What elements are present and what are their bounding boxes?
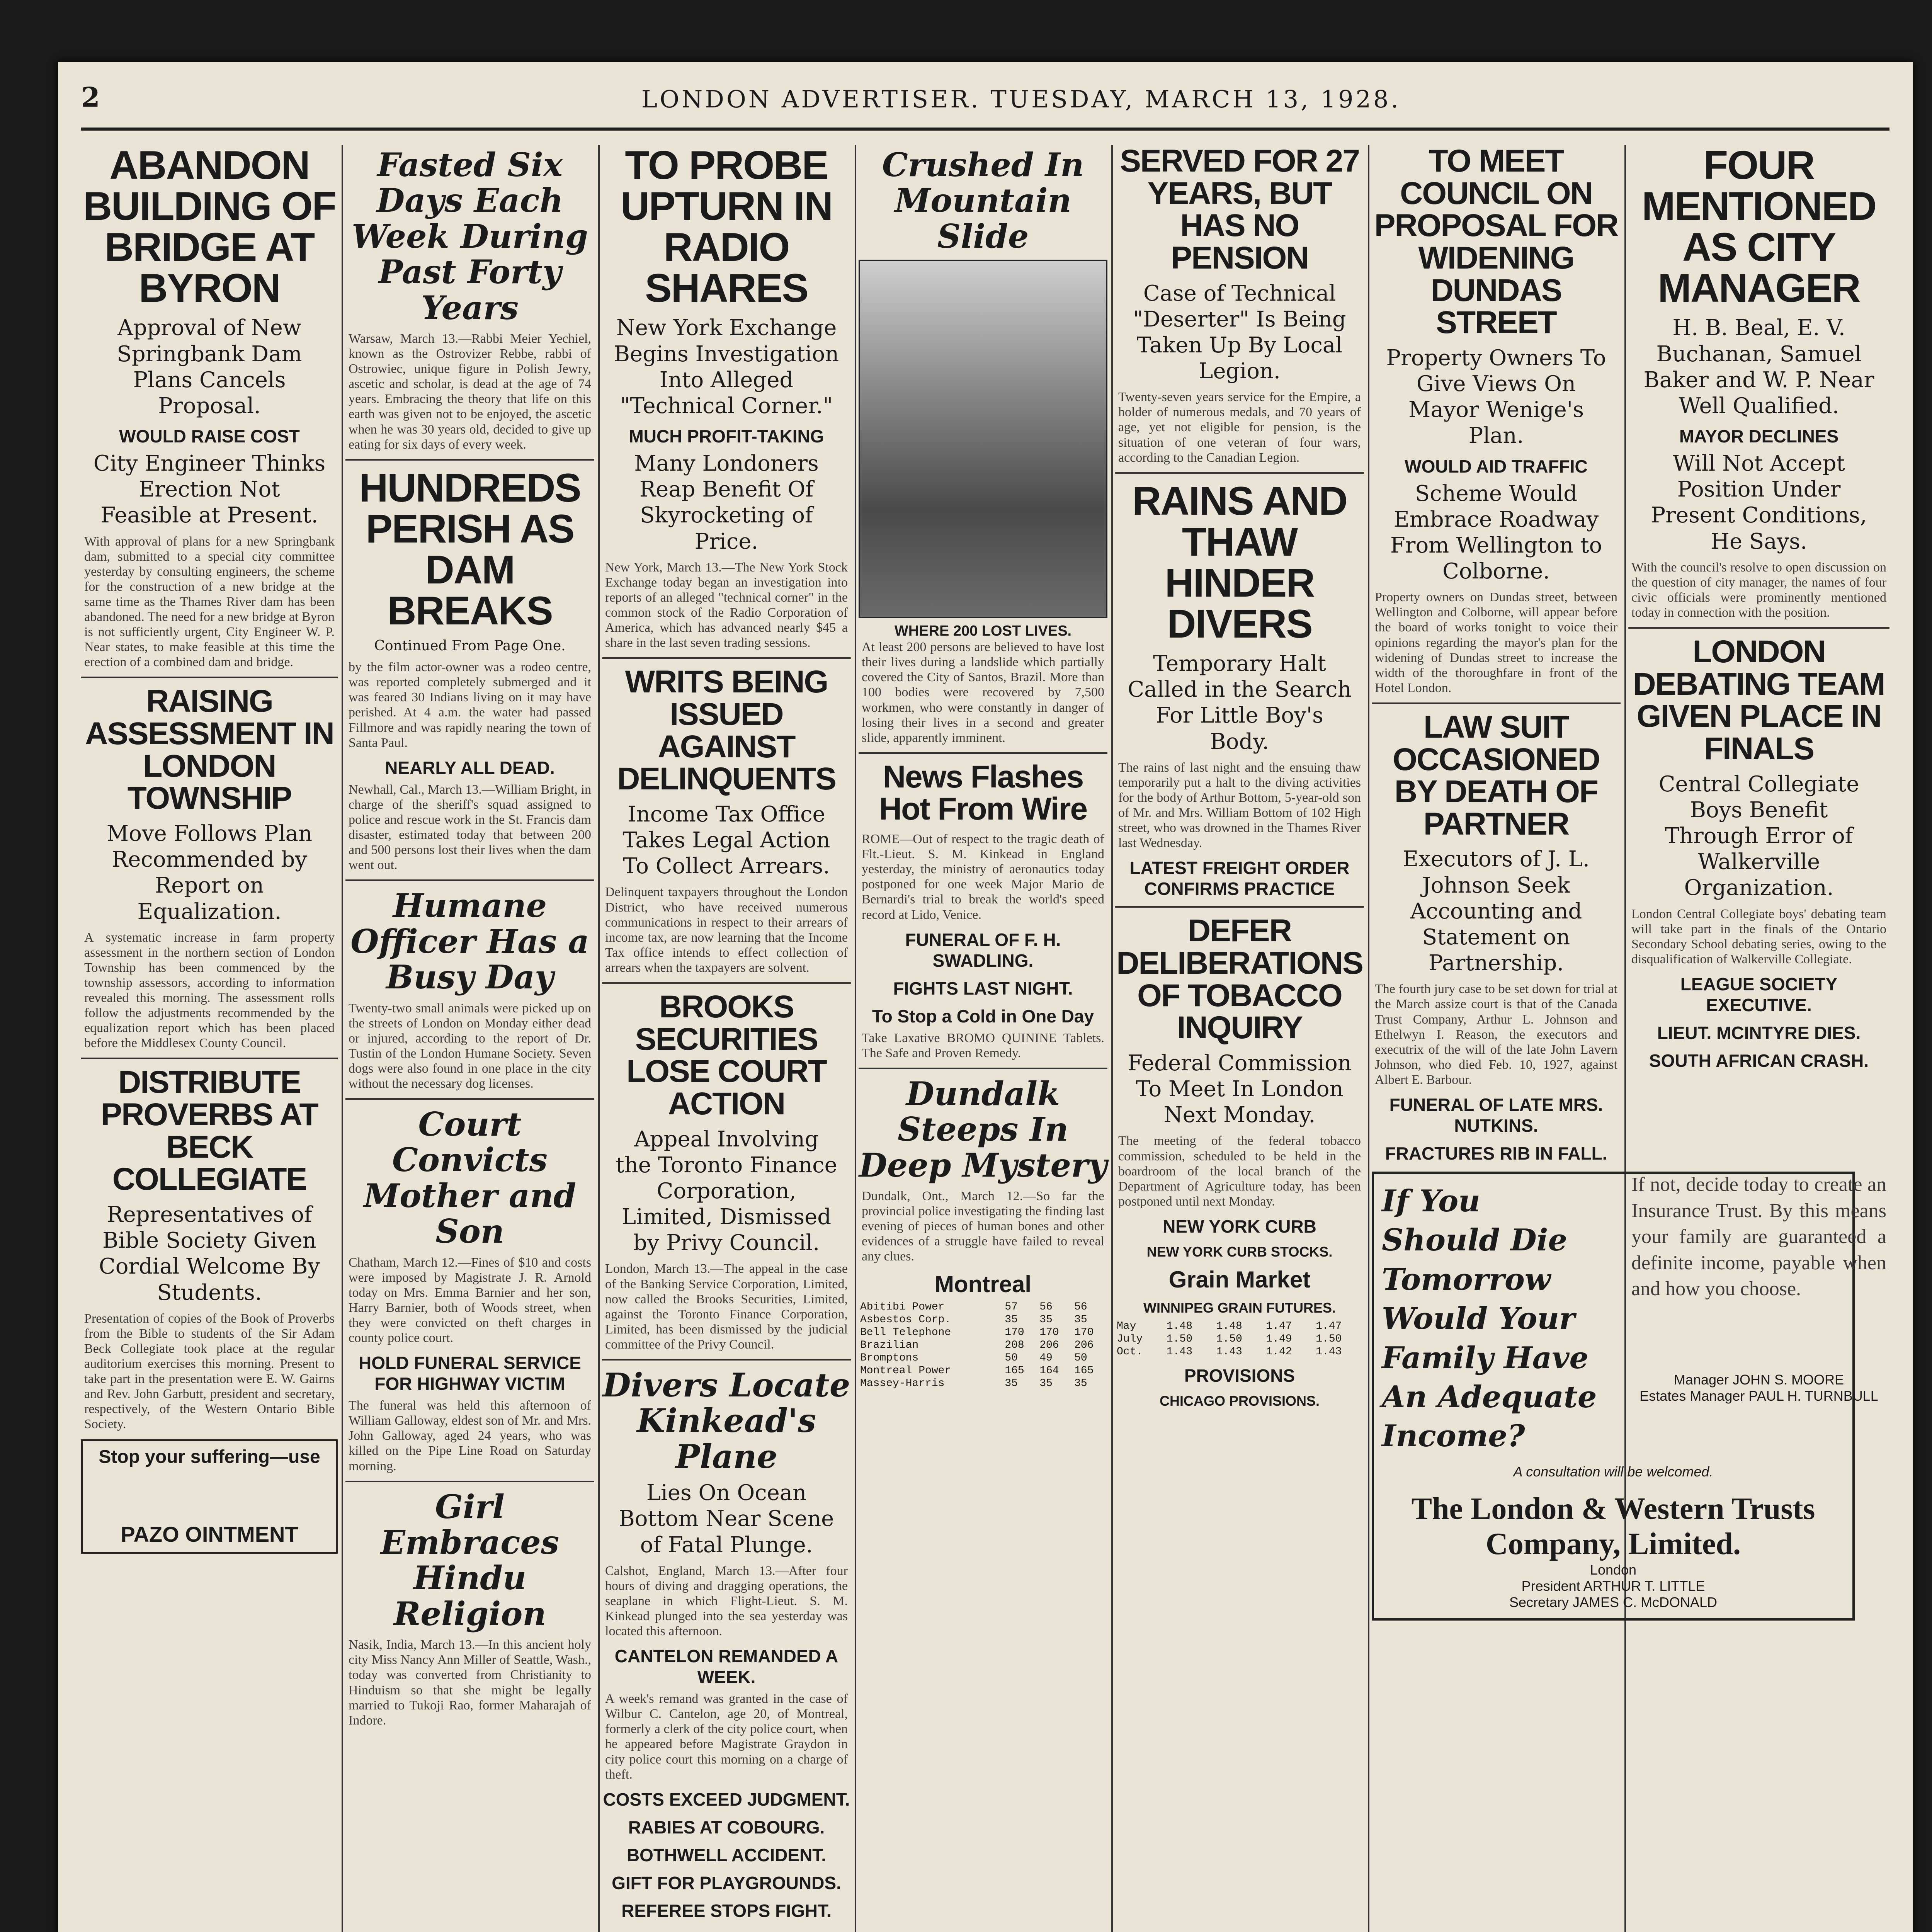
article-body: The funeral was held this afternoon of William Galloway, eldest son of Mr. and Mrs. John Galloway, aged 24 years, who was killed on the Pipe Line Road on Saturday morning. bbox=[349, 1398, 591, 1473]
article-body: Calshot, England, March 13.—After four hours of diving and dragging operations, the seaplane in which Flight-Lieut. S. M. Kinkead plunged into the sea yesterday was located this afternoon. bbox=[605, 1563, 848, 1639]
column-3 bbox=[602, 145, 851, 1932]
subhead: NEARLY ALL DEAD. bbox=[385, 757, 555, 778]
ad-headline: If You Should Die Tomorrow Would Your Family Have An Adequate Income? bbox=[1382, 1184, 1597, 1454]
headline-bridge-byron: ABANDON BUILDING OF BRIDGE AT BYRON bbox=[83, 143, 336, 311]
stock-row bbox=[859, 1364, 1107, 1377]
headline-london-township: RAISING ASSESSMENT IN LONDON TOWNSHIP bbox=[85, 684, 334, 816]
subhead: LIEUT. MCINTYRE DIES. bbox=[1657, 1023, 1861, 1043]
headline-tobacco-inquiry: DEFER DELIBERATIONS OF TOBACCO INQUIRY bbox=[1116, 913, 1363, 1046]
subhead: LEAGUE SOCIETY EXECUTIVE. bbox=[1680, 974, 1838, 1015]
divider bbox=[859, 1068, 1107, 1069]
divider bbox=[345, 879, 594, 881]
article-body: The fourth jury case to be set down for trial at the March assize court is that of the Canada Trust Company, Arthur L. Johnson and Ethelwyn I. Reason, the executors and executrix of the will of the late John Lavern Johnson, who died Feb. 10, 1927, against Albert E. Barbour. bbox=[1375, 982, 1617, 1087]
subhead: FRACTURES RIB IN FALL. bbox=[1385, 1143, 1607, 1163]
article-body: Take Laxative BROMO QUININE Tablets. The Safe and Proven Remedy. bbox=[862, 1031, 1104, 1060]
table-cell: 1.42 bbox=[1266, 1345, 1292, 1358]
subhead: BOTHWELL ACCIDENT. bbox=[626, 1845, 827, 1865]
deck: City Engineer Thinks Erection Not Feasible at Present. bbox=[93, 451, 326, 528]
headline-rains-thaw: RAINS AND THAW HINDER DIVERS bbox=[1132, 478, 1347, 646]
grain-row bbox=[1115, 1320, 1364, 1333]
table-cell: 170 bbox=[1039, 1327, 1059, 1339]
grain-row bbox=[1115, 1345, 1364, 1358]
deck: Many Londoners Reap Benefit Of Skyrocketing of Price. bbox=[634, 451, 819, 554]
divider bbox=[345, 1098, 594, 1100]
column-4 bbox=[859, 145, 1107, 1932]
article-body: A systematic increase in farm property assessment in the northern section of London Township has been commenced by the township assessors, according to information revealed this morning. The assessment rolls follow the adjustments recommended by the equalization report which has been placed before the Middlesex County Council. bbox=[84, 930, 335, 1051]
table-cell: 35 bbox=[1005, 1378, 1018, 1390]
deck: Scheme Would Embrace Roadway From Wellington to Colborne. bbox=[1390, 481, 1602, 584]
article-body: The meeting of the federal tobacco commission, scheduled to be held in the boardroom of the local branch of the Department of Agriculture today, has been postponed until next Monday. bbox=[1118, 1134, 1361, 1209]
subhead: COSTS EXCEED JUDGMENT. bbox=[603, 1789, 850, 1810]
article-body: At least 200 persons are believed to have lost their lives during a landslide which partially covered the City of Santos, Brazil. More than 100 bodies were recovered by 7,500 workmen, who were constantly in danger of losing their lives in a second and greater slide, apparently imminent. bbox=[862, 640, 1104, 745]
column-1 bbox=[81, 145, 338, 1932]
divider bbox=[602, 657, 851, 659]
subhead: WOULD AID TRAFFIC bbox=[1405, 456, 1588, 476]
ad-company: The London & Western Trusts Company, Limited. bbox=[1411, 1492, 1815, 1561]
provisions-title: PROVISIONS bbox=[1184, 1365, 1295, 1386]
table-cell: 49 bbox=[1039, 1352, 1053, 1364]
provisions-subtitle: CHICAGO PROVISIONS. bbox=[1159, 1393, 1320, 1409]
deck: Executors of J. L. Johnson Seek Accounting and Statement on Partnership. bbox=[1403, 847, 1590, 976]
table-cell: 206 bbox=[1074, 1339, 1094, 1352]
page-number: 2 bbox=[81, 81, 100, 113]
divider bbox=[81, 677, 338, 678]
table-cell: 1.43 bbox=[1316, 1345, 1342, 1358]
divider bbox=[602, 982, 851, 984]
landslide-photo bbox=[859, 260, 1107, 618]
masthead-title: LONDON ADVERTISER. TUESDAY, MARCH 13, 1928. bbox=[641, 85, 1401, 113]
table-cell: 165 bbox=[1005, 1365, 1024, 1377]
column-7 bbox=[1628, 145, 1889, 1932]
divider bbox=[345, 459, 594, 461]
column-2 bbox=[345, 145, 594, 1932]
table-cell: 35 bbox=[1039, 1378, 1053, 1390]
deck: Property Owners To Give Views On Mayor Wenige's Plan. bbox=[1386, 345, 1606, 449]
stock-row bbox=[859, 1352, 1107, 1364]
grain-row bbox=[1115, 1333, 1364, 1345]
divider bbox=[602, 1359, 851, 1361]
table-cell: 1.50 bbox=[1316, 1333, 1342, 1345]
table-cell: 35 bbox=[1005, 1314, 1018, 1326]
article-body: Chatham, March 12.—Fines of $10 and costs were imposed by Magistrate J. R. Arnold today on Mrs. Emma Barnier and her son, Harry Barnier, both of Woods street, when they were convicted on theft charges in county police court. bbox=[349, 1255, 591, 1345]
article-body: by the film actor-owner was a rodeo centre, was reported completely submerged and it was feared 30 Indians living on it may have perished. At 4 a.m. the water had passed Fillmore and was rapidly nearing the town of Santa Paul. bbox=[349, 660, 591, 750]
pazo-ointment-ad bbox=[81, 1439, 338, 1554]
headline-writs: WRITS BEING ISSUED AGAINST DELINQUENTS bbox=[617, 664, 836, 797]
table-cell: July bbox=[1117, 1333, 1143, 1345]
article-body: Warsaw, March 13.—Rabbi Meier Yechiel, known as the Ostrovizer Rebbe, rabbi of Ostrowiec, unique figure in Polish Jewry, ascetic and scholar, is dead at the age of 74 years. Embracing the theory that life on this earth was given not to be enjoyed, the ascetic when he was 30 years old, decided to give up eating for six days of every week. bbox=[349, 331, 591, 452]
article-body: Twenty-two small animals were picked up on the streets of London on Monday either dead or injured, according to the report of Dr. Tustin of the London Humane Society. Seven dogs were also found in one place in the city without the necessary dog licenses. bbox=[349, 1001, 591, 1091]
grain-table bbox=[1115, 1320, 1364, 1358]
table-cell: 50 bbox=[1005, 1352, 1018, 1364]
deck: H. B. Beal, E. V. Buchanan, Samuel Baker and W. P. Near Well Qualified. bbox=[1643, 315, 1874, 418]
deck: Representatives of Bible Society Given Cordial Welcome By Students. bbox=[99, 1202, 320, 1305]
grain-market-title: Grain Market bbox=[1168, 1266, 1311, 1293]
grain-subtitle: WINNIPEG GRAIN FUTURES. bbox=[1143, 1299, 1336, 1316]
table-cell: Massey-Harris bbox=[860, 1378, 945, 1390]
deck: Lies On Ocean Bottom Near Scene of Fatal Plunge. bbox=[619, 1480, 834, 1558]
divider bbox=[1372, 702, 1621, 704]
divider bbox=[81, 1058, 338, 1059]
headline-beck-collegiate: DISTRIBUTE PROVERBS AT BECK COLLEGIATE bbox=[101, 1065, 318, 1197]
divider bbox=[859, 752, 1107, 754]
column-rule bbox=[1368, 145, 1369, 1932]
table-cell: 1.48 bbox=[1216, 1320, 1242, 1332]
headline-divers-locate: Divers Locate Kinkead's Plane bbox=[602, 1366, 850, 1476]
subhead: REFEREE STOPS FIGHT. bbox=[621, 1900, 832, 1921]
table-cell: 1.48 bbox=[1166, 1320, 1193, 1332]
headline-no-pension: SERVED FOR 27 YEARS, BUT HAS NO PENSION bbox=[1120, 143, 1359, 276]
table-cell: 56 bbox=[1074, 1301, 1087, 1313]
subhead-freight: LATEST FREIGHT ORDER CONFIRMS PRACTICE bbox=[1129, 858, 1350, 899]
column-rule bbox=[1624, 145, 1626, 1932]
article-body: London, March 13.—The appeal in the case of the Banking Service Corporation, Limited, now called the Brooks Securities, Limited, against the Toronto Finance Corporation, Limited, has been dismissed by the judicial committee of the Privy Council. bbox=[605, 1262, 848, 1352]
subhead: CANTELON REMANDED A WEEK. bbox=[614, 1646, 838, 1687]
table-cell: 208 bbox=[1005, 1339, 1024, 1352]
divider bbox=[1115, 472, 1364, 474]
article-body: Property owners on Dundas street, between Wellington and Colborne, will appear before the board of works tonight to voice their opinions regarding the mayor's plan for the widening of Dundas street to increase the width of the thoroughfare in front of the Hotel London. bbox=[1375, 590, 1617, 695]
article-body: A week's remand was granted in the case of Wilbur C. Cantelon, age 20, of Montreal, formerly a clerk of the city police court, when he appeared before Magistrate Graydon in city police court this morning on a charge of theft. bbox=[605, 1692, 848, 1782]
table-cell: 56 bbox=[1039, 1301, 1053, 1313]
ad-city-left: London bbox=[1590, 1561, 1637, 1578]
ad-secretary: Secretary JAMES C. McDONALD bbox=[1509, 1594, 1718, 1610]
ad-consult: A consultation will be welcomed. bbox=[1513, 1463, 1713, 1480]
article-body: The rains of last night and the ensuing thaw temporarily put a halt to the diving activities for the body of Arthur Bottom, 5-year-old son of Mr. and Mrs. William Bottom of 102 High street, who was drowned in the Thames River last Wednesday. bbox=[1118, 760, 1361, 850]
ad-president: President ARTHUR T. LITTLE bbox=[1521, 1578, 1705, 1594]
headline-brooks-securities: BROOKS SECURITIES LOSE COURT ACTION bbox=[626, 989, 827, 1121]
table-cell: Montreal Power bbox=[860, 1365, 951, 1377]
headline-mountain-slide: Crushed In Mountain Slide bbox=[882, 146, 1084, 255]
curb-subtitle: NEW YORK CURB STOCKS. bbox=[1146, 1243, 1333, 1260]
article-body: Presentation of copies of the Book of Proverbs from the Bible to students of the Sir Adam Beck Collegiate took place at the regular auditorium exercises this morning. Present to take part in the presentation were E. W. Gairns and Rev. John Garbutt, president and secretary, respectively, of the Western Ontario Bible Society. bbox=[84, 1311, 335, 1432]
photo-caption: WHERE 200 LOST LIVES. bbox=[894, 623, 1072, 639]
table-cell: 35 bbox=[1074, 1314, 1087, 1326]
table-cell: 57 bbox=[1005, 1301, 1018, 1313]
subhead-funeral: HOLD FUNERAL SERVICE FOR HIGHWAY VICTIM bbox=[359, 1353, 581, 1394]
table-cell: 1.49 bbox=[1266, 1333, 1292, 1345]
article-body: Twenty-seven years service for the Empire, a holder of numerous medals, and 70 years of age, yet not eligible for pension, is the situation of one veteran of four wars, according to the Canadian Legion. bbox=[1118, 390, 1361, 465]
deck: Federal Commission To Meet In London Next Monday. bbox=[1128, 1050, 1352, 1128]
table-cell: 165 bbox=[1074, 1365, 1094, 1377]
table-cell: 1.43 bbox=[1166, 1345, 1193, 1358]
masthead bbox=[81, 70, 1889, 124]
article-body: ROME—Out of respect to the tragic death of Flt.-Lieut. S. M. Kinkead in England yesterday, the ministry of aeronautics today postponed for one week Major Mario de Bernardi's trial to break the world's speed record at Lido, Venice. bbox=[862, 832, 1104, 922]
deck: Temporary Halt Called in the Search For Little Boy's Body. bbox=[1128, 651, 1352, 754]
table-cell: 170 bbox=[1005, 1327, 1024, 1339]
table-cell: 50 bbox=[1074, 1352, 1087, 1364]
subhead: FIGHTS LAST NIGHT. bbox=[893, 978, 1073, 998]
deck: New York Exchange Begins Investigation Into Alleged "Technical Corner." bbox=[614, 315, 839, 418]
subhead: FUNERAL OF LATE MRS. NUTKINS. bbox=[1389, 1095, 1603, 1136]
divider bbox=[1628, 627, 1889, 629]
article-body: With approval of plans for a new Springbank dam, submitted to a special city committee yesterday by consulting engineers, the scheme for the construction of a new bridge at the same time as the Thames River dam has been abandoned. The need for a new bridge at Byron is not sufficiently urgent, City Engineer W. P. Near states, to make feasible at this time the erection of a combined dam and bridge. bbox=[84, 534, 335, 670]
subhead: MUCH PROFIT-TAKING bbox=[629, 426, 824, 447]
column-5 bbox=[1115, 145, 1364, 1932]
deck: Approval of New Springbank Dam Plans Cancels Proposal. bbox=[117, 315, 302, 418]
masthead-rule bbox=[81, 128, 1889, 131]
headline-dundas-street: TO MEET COUNCIL ON PROPOSAL FOR WIDENING DUNDAS STREET bbox=[1374, 143, 1618, 340]
table-cell: Brazilian bbox=[860, 1339, 919, 1352]
column-rule bbox=[598, 145, 600, 1932]
ad-estates-manager: Estates Manager PAUL H. TURNBULL bbox=[1639, 1388, 1878, 1404]
headline-debating-team: LONDON DEBATING TEAM GIVEN PLACE IN FINALS bbox=[1633, 634, 1885, 767]
column-rule bbox=[855, 145, 856, 1932]
table-cell: 1.43 bbox=[1216, 1345, 1242, 1358]
headline-court-convicts: Court Convicts Mother and Son bbox=[363, 1105, 577, 1251]
article-body: Dundalk, Ont., March 12.—So far the provincial police investigating the finding last evening of pieces of human bones and other evidences of a struggle have failed to reveal any clues. bbox=[862, 1189, 1104, 1264]
stock-row bbox=[859, 1313, 1107, 1326]
article-body: With the council's resolve to open discussion on the question of city manager, the names of four civic officials were prominently mentioned today in connection with the position. bbox=[1631, 560, 1886, 620]
subhead: FUNERAL OF F. H. SWADLING. bbox=[905, 929, 1061, 971]
table-cell: Asbestos Corp. bbox=[860, 1314, 951, 1326]
divider bbox=[1115, 906, 1364, 908]
stock-row bbox=[859, 1339, 1107, 1352]
deck: Central Collegiate Boys Benefit Through Error of Walkerville Organization. bbox=[1658, 771, 1859, 901]
article-body: Newhall, Cal., March 13.—William Bright, in charge of the sheriff's squad assigned to police and rescue work in the St. Francis dam disaster, estimated today that between 200 and 500 persons lost their lives when the dam went out. bbox=[349, 782, 591, 872]
subhead: GIFT FOR PLAYGROUNDS. bbox=[612, 1872, 841, 1893]
ad-tagline: Stop your suffering—use bbox=[99, 1447, 320, 1468]
headline-hindu-religion: Girl Embraces Hindu Religion bbox=[380, 1487, 560, 1633]
table-cell: Oct. bbox=[1117, 1345, 1143, 1358]
table-cell: May bbox=[1117, 1320, 1136, 1332]
subhead: WOULD RAISE COST bbox=[119, 426, 300, 447]
subhead: RABIES AT COBOURG. bbox=[628, 1817, 825, 1837]
stock-row bbox=[859, 1301, 1107, 1313]
column-rule bbox=[342, 145, 343, 1932]
subhead: MAYOR DECLINES bbox=[1679, 426, 1839, 447]
column-rule bbox=[1111, 145, 1113, 1932]
table-cell: 206 bbox=[1039, 1339, 1059, 1352]
table-cell: 164 bbox=[1039, 1365, 1059, 1377]
article-body: Delinquent taxpayers throughout the London District, who have received numerous communications in respect to their arrears of income tax, are now learning that the Income Tax office intends to effect collection of arrears when the taxpayers are solvent. bbox=[605, 885, 848, 975]
deck: Case of Technical "Deserter" Is Being Taken Up By Local Legion. bbox=[1133, 281, 1346, 384]
deck: Move Follows Plan Recommended by Report on Equalization. bbox=[106, 821, 313, 924]
headline-city-manager: FOUR MENTIONED AS CITY MANAGER bbox=[1642, 143, 1876, 311]
ad-body: If not, decide today to create an Insurance Trust. By this means your family are guaranteed a definite income, payable when and how you choose. bbox=[1631, 1173, 1886, 1300]
headline-law-suit: LAW SUIT OCCASIONED BY DEATH OF PARTNER bbox=[1393, 709, 1600, 842]
table-cell: 1.50 bbox=[1216, 1333, 1242, 1345]
headline-fasted-six-days: Fasted Six Days Each Week During Past Forty Years bbox=[352, 146, 588, 327]
continued-note: Continued From Page One. bbox=[374, 638, 566, 654]
table-cell: 1.47 bbox=[1316, 1320, 1342, 1332]
headline-news-flashes: News Flashes Hot From Wire bbox=[879, 759, 1087, 827]
table-cell: 170 bbox=[1074, 1327, 1094, 1339]
table-cell: Abitibi Power bbox=[860, 1301, 945, 1313]
headline-radio-shares: TO PROBE UPTURN IN RADIO SHARES bbox=[620, 143, 833, 311]
deck: Will Not Accept Position Under Present Conditions, He Says. bbox=[1651, 451, 1867, 554]
subhead: SOUTH AFRICAN CRASH. bbox=[1649, 1051, 1869, 1071]
table-cell: 1.50 bbox=[1166, 1333, 1193, 1345]
ad-manager: Manager JOHN S. MOORE bbox=[1673, 1371, 1844, 1388]
table-cell: Bromptons bbox=[860, 1352, 919, 1364]
table-cell: 1.47 bbox=[1266, 1320, 1292, 1332]
ad-product: PAZO OINTMENT bbox=[121, 1522, 298, 1547]
headline-humane-officer: Humane Officer Has a Busy Day bbox=[350, 886, 589, 997]
montreal-stock-table bbox=[859, 1301, 1107, 1390]
headline-dam-breaks: HUNDREDS PERISH AS DAM BREAKS bbox=[359, 465, 581, 633]
article-body: New York, March 13.—The New York Stock Exchange today began an investigation into reports of an alleged "technical corner" in the common stock of the Radio Corporation of America, which has advanced nearly $45 a share in the last seven trading sessions. bbox=[605, 560, 848, 650]
article-body: London Central Collegiate boys' debating team will take part in the finals of the Ontario Secondary School debating series, owing to the disqualification of Walkerville Collegiate. bbox=[1631, 906, 1886, 966]
table-cell: Bell Telephone bbox=[860, 1327, 951, 1339]
headline-dundalk: Dundalk Steeps In Deep Mystery bbox=[859, 1074, 1107, 1184]
deck: Income Tax Office Takes Legal Action To Collect Arrears. bbox=[622, 801, 830, 879]
table-cell: 35 bbox=[1074, 1378, 1087, 1390]
divider bbox=[345, 1481, 594, 1482]
article-body: Nasik, India, March 13.—In this ancient holy city Miss Nancy Ann Miller of Seattle, Wash., today was converted from Christianity to Hinduism so that she might be legally married to Tukoji Rao, former Maharajah of Indore. bbox=[349, 1638, 591, 1728]
deck: Appeal Involving the Toronto Finance Corporation, Limited, Dismissed by Privy Council. bbox=[616, 1126, 837, 1256]
stock-row bbox=[859, 1377, 1107, 1390]
table-cell: 35 bbox=[1039, 1314, 1053, 1326]
montreal-market-title: Montreal bbox=[934, 1271, 1032, 1298]
ad-stop-cold: To Stop a Cold in One Day bbox=[872, 1006, 1094, 1026]
newspaper-page bbox=[58, 62, 1913, 1932]
stock-row bbox=[859, 1326, 1107, 1339]
curb-title: NEW YORK CURB bbox=[1163, 1216, 1316, 1236]
